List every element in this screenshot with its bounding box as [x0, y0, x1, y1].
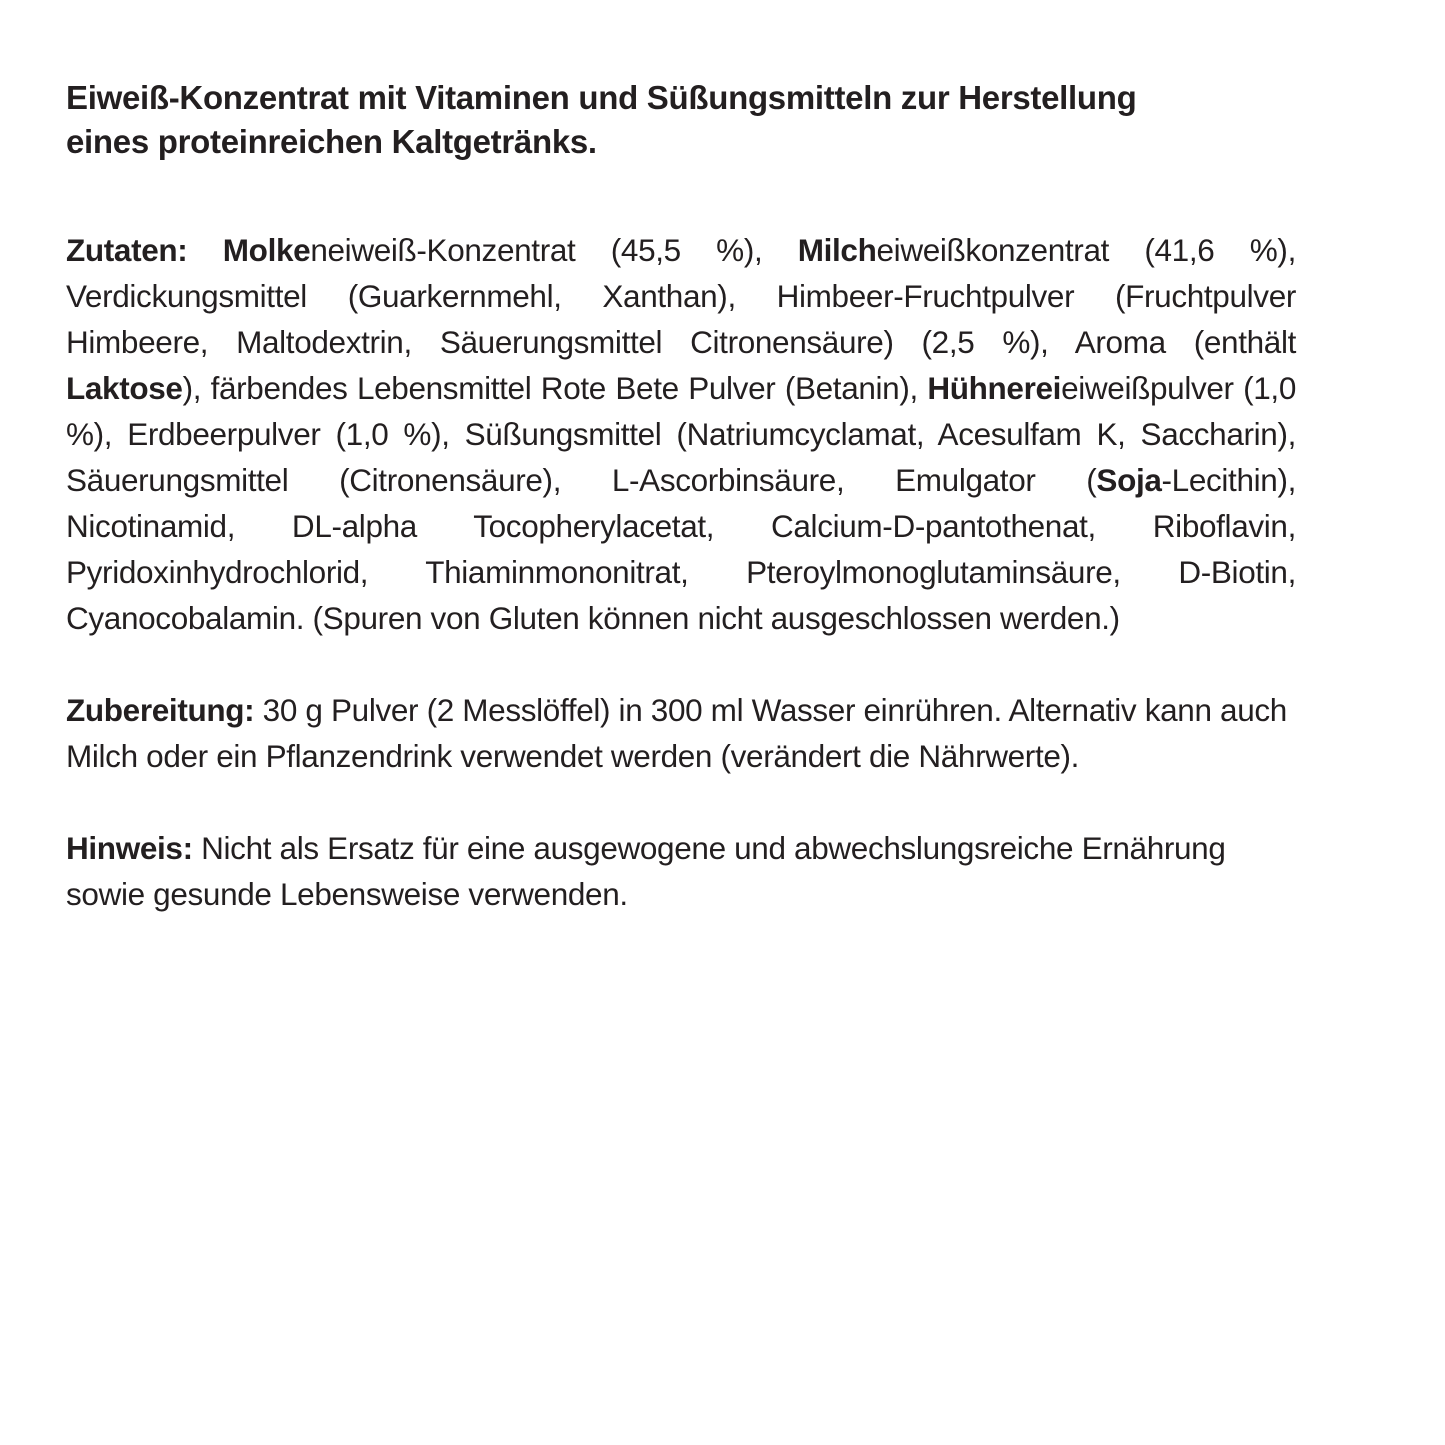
preparation-paragraph — [66, 687, 1296, 779]
ingredients-segment: eiweißkonzentrat (41,6 %), Verdickungsmittel (Guarkernmehl, Xanthan), Himbeer-Fruchtpulver (Fruchtpulver Himbeere, Maltodextrin, Säuerungsmittel Citronensäure) (2,5 %), Aroma (enthält — [66, 232, 1296, 360]
preparation-label: Zubereitung: — [66, 692, 255, 728]
note-paragraph — [66, 825, 1296, 917]
allergen-whey: Molke — [222, 232, 311, 268]
ingredients-segment: -Lecithin), Nicotinamid, DL-alpha Tocopherylacetat, Calcium-D-pantothenat, Riboflavin, Pyridoxinhydrochlorid, Thiaminmononitrat, Pteroylmonoglutaminsäure, D-Biotin, Cyanocobalamin. (Spuren von Gluten können nicht ausgeschlossen werden.) — [66, 462, 1296, 636]
allergen-egg: Hühnerei — [927, 370, 1062, 406]
product-title: Eiweiß-Konzentrat mit Vitaminen und Süßungsmitteln zur Herstellung eines proteinreichen Kaltgetränks. — [66, 79, 1137, 160]
ingredients-segment — [187, 232, 222, 268]
allergen-soy: Soja — [1096, 462, 1162, 498]
note-label: Hinweis: — [66, 830, 193, 866]
note-text: Nicht als Ersatz für eine ausgewogene und abwechslungsreiche Ernährung sowie gesunde Lebensweise verwenden. — [66, 830, 1226, 912]
ingredients-label: Zutaten: — [66, 232, 188, 268]
ingredients-paragraph — [66, 227, 1296, 641]
allergen-lactose: Laktose — [66, 370, 183, 406]
ingredients-segment: ), färbendes Lebensmittel Rote Bete Pulver (Betanin), — [182, 370, 928, 406]
preparation-text: 30 g Pulver (2 Messlöffel) in 300 ml Wasser einrühren. Alternativ kann auch Milch oder ein Pflanzendrink verwendet werden (verändert die Nährwerte). — [66, 692, 1287, 774]
ingredients-segment: neiweiß-Konzentrat (45,5 %), — [310, 232, 798, 268]
allergen-milk: Milch — [797, 232, 877, 268]
product-label-text — [66, 76, 1296, 917]
ingredients-segment: eiweißpulver (1,0 %), Erdbeerpulver (1,0 %), Süßungsmittel (Natriumcyclamat, Acesulfam K, Saccharin), Säuerungsmittel (Citronensäure), L-Ascorbinsäure, Emulgator ( — [66, 370, 1296, 498]
